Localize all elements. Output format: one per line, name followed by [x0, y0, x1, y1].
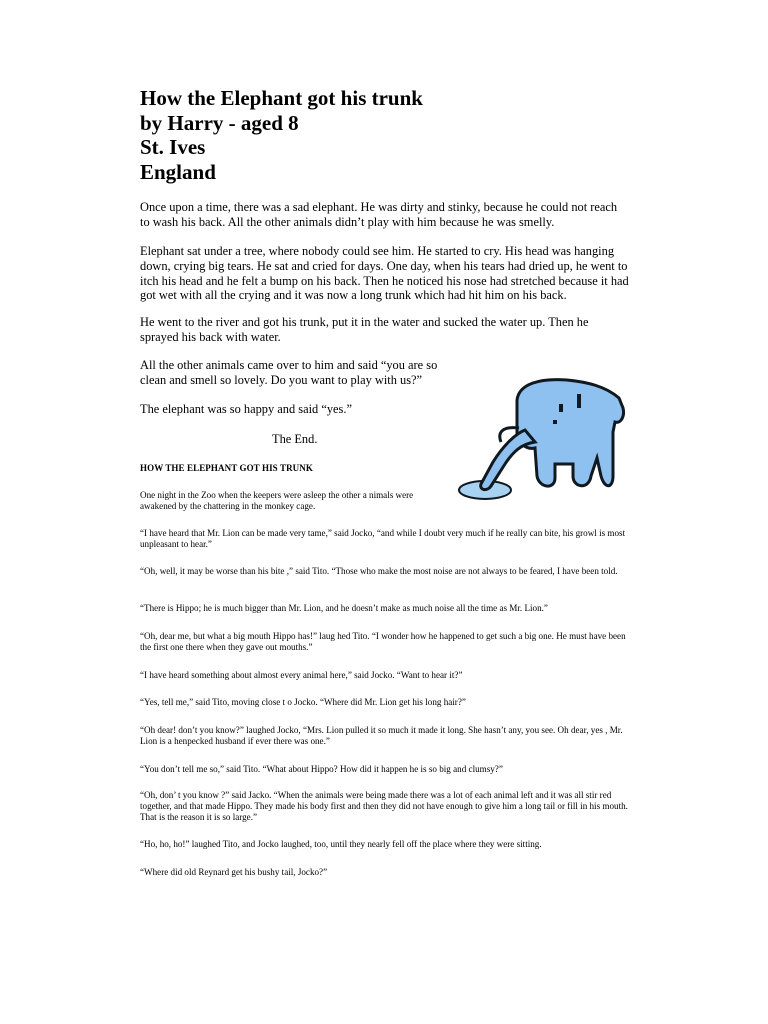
story-paragraph-2: Elephant sat under a tree, where nobody could see him. He started to cry. His head was hanging down, crying big tears. He sat and cried for days. One day, when his tears had dried up, he went to itch his head and he felt a bump on his back. Then he noticed his nose had stretched because it had got wet with all the crying and it was now a long trunk which had hit him on his back.	[140, 244, 629, 303]
story-paragraph-1: Once upon a time, there was a sad elephant. He was dirty and stinky, because he could not reach to wash his back. All the other animals didn’t play with him because he was smelly.	[140, 200, 618, 229]
page-title	[140, 86, 620, 184]
story-paragraph-5: The elephant was so happy and said “yes.”	[140, 402, 352, 416]
zoo-paragraph-6: “I have heard something about almost every animal here,” said Jocko. “Want to hear it?”	[140, 670, 463, 680]
title-line-1: How the Elephant got his trunk	[140, 86, 423, 110]
story-paragraph-4: All the other animals came over to him and said “you are so clean and smell so lovely. Do you want to play with us?”	[140, 358, 438, 387]
zoo-paragraph-10: “Oh, don’ t you know ?” said Jacko. “When the animals were being made there was a lot of each animal left and it was all stir red together, and that made Hippo. They made his body first and then they did not have enough to give him a long tail or fill in his mouth. That is the reason it is so large.”	[140, 790, 628, 823]
zoo-paragraph-4: “There is Hippo; he is much bigger than Mr. Lion, and he doesn’t make as much noise all the time as Mr. Lion.”	[140, 603, 548, 613]
zoo-paragraph-5: “Oh, dear me, but what a big mouth Hippo has!” laug hed Tito. “I wonder how he happened to get such a big one. He must have been the first one there when they gave out mouths.”	[140, 631, 626, 653]
zoo-paragraph-12: “Where did old Reynard get his bushy tail, Jocko?”	[140, 867, 328, 877]
zoo-paragraph-7: “Yes, tell me,” said Tito, moving close t o Jocko. “Where did Mr. Lion get his long hair?”	[140, 697, 466, 707]
story-end: The End.	[272, 432, 318, 446]
zoo-paragraph-3: “Oh, well, it may be worse than his bite ,” said Tito. “Those who make the most noise are not always to be feared, I have been told.	[140, 566, 618, 576]
title-line-4: England	[140, 159, 216, 184]
zoo-paragraph-9: “You don’t tell me so,” said Tito. “What about Hippo? How did it happen he is so big and clumsy?”	[140, 764, 503, 774]
title-line-3: St. Ives	[140, 135, 206, 159]
zoo-paragraph-8: “Oh dear! don’t you know?” laughed Jocko, “Mrs. Lion pulled it so much it made it long. She hasn’t any, you see. Oh dear, yes , Mr. Lion is a henpecked husband if ever there was one.”	[140, 725, 623, 747]
story-paragraph-3: He went to the river and got his trunk, put it in the water and sucked the water up. Then he sprayed his back with water.	[140, 315, 589, 344]
title-line-2: by Harry - aged 8	[140, 110, 299, 135]
story2-heading: HOW THE ELEPHANT GOT HIS TRUNK	[140, 463, 313, 473]
elephant-drawing-icon	[455, 372, 635, 507]
zoo-paragraph-2: “I have heard that Mr. Lion can be made very tame,” said Jocko, “and while I doubt very much if he really can bite, his growl is most unpleasant to hear.”	[140, 528, 626, 550]
zoo-paragraph-11: “Ho, ho, ho!” laughed Tito, and Jocko laughed, too, until they nearly fell off the place where they were sitting.	[140, 839, 542, 849]
zoo-paragraph-1: One night in the Zoo when the keepers were asleep the other a nimals were awakened by the chattering in the monkey cage.	[140, 490, 414, 512]
